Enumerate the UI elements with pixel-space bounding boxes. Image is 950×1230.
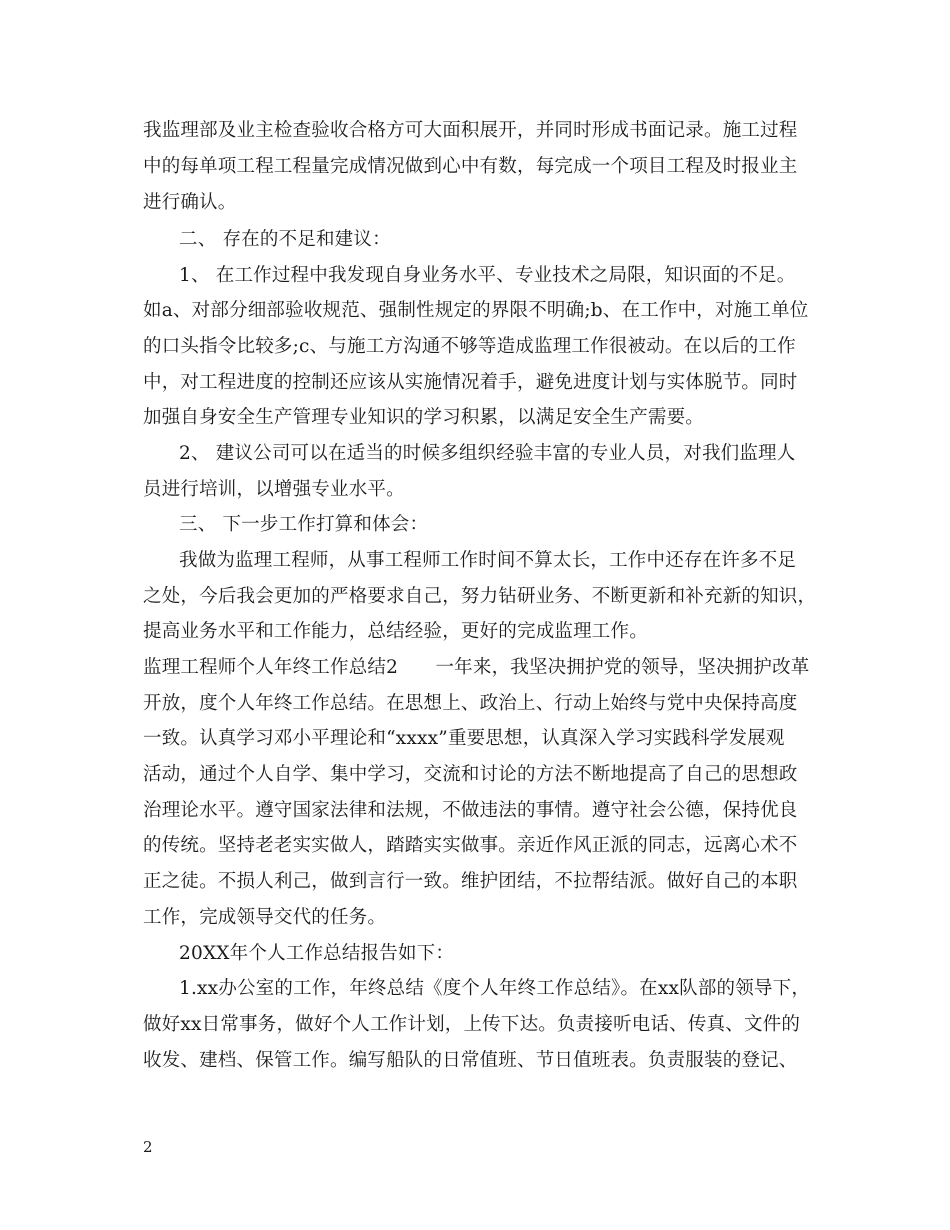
page-number: 2	[143, 1138, 153, 1156]
text-line: 我做为监理工程师，从事工程师工作时间不算太长，工作中还存在许多不足	[179, 550, 797, 571]
text-line: 收发、建档、保管工作。编写船队的日常值班、节日值班表。负责服装的登记、	[143, 1050, 798, 1071]
text-line: 开放，度个人年终工作总结。在思想上、政治上、行动上始终与党中央保持高度	[143, 693, 798, 714]
text-line: 的口头指令比较多;c、与施工方沟通不够等造成监理工作很被动。在以后的工作	[143, 336, 796, 357]
text-line: 2、 建议公司可以在适当的时候多组织经验丰富的专业人员，对我们监理人	[179, 443, 796, 464]
text-line: 之处，今后我会更加的严格要求自己，努力钻研业务、不断更新和补充新的知识，	[143, 586, 817, 607]
text-line: 工作，完成领导交代的任务。	[143, 907, 387, 928]
text-line: 加强自身安全生产管理专业知识的学习积累，以满足安全生产需要。	[143, 407, 705, 428]
text-line: 如a、对部分细部验收规范、强制性规定的界限不明确;b、在工作中，对施工单位	[143, 300, 809, 321]
text-line: 进行确认。	[143, 192, 237, 213]
text-line: 治理论水平。遵守国家法律和法规，不做违法的事情。遵守社会公德，保持优良	[143, 800, 798, 821]
text-line: 一致。认真学习邓小平理论和“xxxx”重要思想，认真深入学习实践科学发展观	[143, 728, 785, 749]
text-line: 20XX年个人工作总结报告如下：	[179, 943, 455, 964]
text-line: 我监理部及业主检查验收合格方可大面积展开，并同时形成书面记录。施工过程	[143, 120, 798, 141]
text-line: 1.xx办公室的工作，年终总结《度个人年终工作总结》。在xx队部的领导下，	[179, 978, 811, 999]
section-heading: 三、 下一步工作打算和体会：	[179, 514, 429, 535]
text-line: 监理工程师个人年终工作总结2 一年来，我坚决拥护党的领导，坚决拥护改革	[143, 657, 810, 678]
text-line: 正之徒。不损人利己，做到言行一致。维护团结，不拉帮结派。做好自己的本职	[143, 871, 798, 892]
text-line: 1、 在工作过程中我发现自身业务水平、专业技术之局限，知识面的不足。	[179, 265, 796, 286]
text-line: 中的每单项工程工程量完成情况做到心中有数，每完成一个项目工程及时报业主	[143, 156, 798, 177]
text-line: 的传统。坚持老老实实做人，踏踏实实做事。亲近作风正派的同志，远离心术不	[143, 835, 798, 856]
text-line: 做好xx日常事务，做好个人工作计划，上传下达。负责接听电话、传真、文件的	[143, 1014, 801, 1035]
section-heading: 二、 存在的不足和建议：	[179, 229, 391, 250]
text-line: 员进行培训，以增强专业水平。	[143, 479, 405, 500]
text-line: 提高业务水平和工作能力，总结经验，更好的完成监理工作。	[143, 621, 648, 642]
text-line: 活动，通过个人自学、集中学习，交流和讨论的方法不断地提高了自己的思想政	[143, 764, 798, 785]
text-line: 中，对工程进度的控制还应该从实施情况着手，避免进度计划与实体脱节。同时	[143, 372, 798, 393]
